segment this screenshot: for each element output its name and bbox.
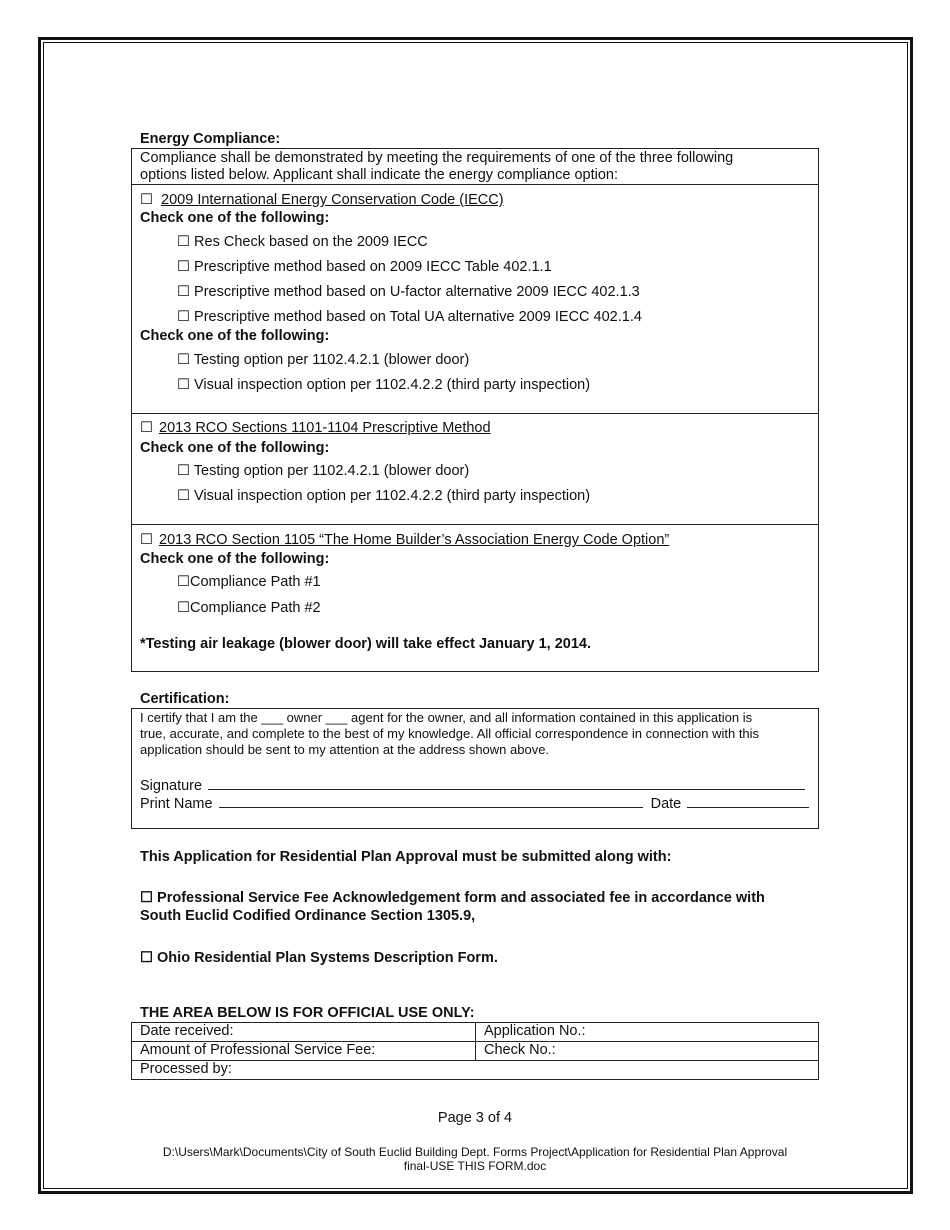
- energy-intro-line1: Compliance shall be demonstrated by meeting the requirements of one of the three following: [140, 150, 734, 166]
- option-compliance-path-2[interactable]: ☐Compliance Path #2: [177, 600, 321, 616]
- check-one-heading: Check one of the following:: [140, 440, 330, 456]
- page-number: Page 3 of 4: [437, 1110, 513, 1126]
- option-prescriptive-ufactor[interactable]: ☐ Prescriptive method based on U-factor alternative 2009 IECC 402.1.3: [177, 284, 640, 300]
- date-received-cell: Date received:: [132, 1023, 476, 1042]
- checkbox-icon[interactable]: ☐: [140, 532, 153, 548]
- option-prescriptive-table[interactable]: ☐ Prescriptive method based on 2009 IECC Table 402.1.1: [177, 259, 552, 275]
- processed-by-cell: Processed by:: [132, 1061, 819, 1080]
- certification-line2: true, accurate, and complete to the best of my knowledge. All official correspondence in connection with this: [140, 726, 760, 741]
- submission-heading: This Application for Residential Plan Approval must be submitted along with:: [140, 849, 672, 865]
- divider: [131, 413, 819, 414]
- signature-row: [140, 776, 805, 794]
- table-row: [132, 1023, 819, 1042]
- option-compliance-path-1[interactable]: ☐Compliance Path #1: [177, 574, 321, 590]
- submission-fee-ack-item[interactable]: ☐ Professional Service Fee Acknowledgement form and associated fee in accordance with: [140, 890, 765, 906]
- print-name-label: Print Name: [140, 796, 213, 812]
- energy-compliance-box: [131, 148, 819, 672]
- option-rco-2013-prescriptive-label: 2013 RCO Sections 1101-1104 Prescriptive Method: [159, 420, 491, 436]
- application-no-cell: Application No.:: [476, 1023, 819, 1042]
- file-path-line1: D:\Users\Mark\Documents\City of South Euclid Building Dept. Forms Project\Application for Residential Plan Approval: [162, 1145, 788, 1159]
- option-testing-blower-door[interactable]: ☐ Testing option per 1102.4.2.1 (blower door): [177, 463, 470, 479]
- check-one-heading: Check one of the following:: [140, 328, 330, 344]
- signature-label: Signature: [140, 778, 203, 794]
- option-testing-blower-door[interactable]: ☐ Testing option per 1102.4.2.1 (blower door): [177, 352, 470, 368]
- table-row: [132, 1042, 819, 1061]
- divider: [131, 184, 819, 185]
- option-iecc-2009[interactable]: [140, 192, 504, 208]
- official-use-title: THE AREA BELOW IS FOR OFFICIAL USE ONLY:: [140, 1005, 475, 1021]
- option-visual-inspection[interactable]: ☐ Visual inspection option per 1102.4.2.2 (third party inspection): [177, 377, 591, 393]
- certification-title: Certification:: [140, 691, 230, 707]
- official-use-table: [131, 1022, 819, 1080]
- print-name-field[interactable]: [219, 794, 643, 808]
- date-field[interactable]: [687, 794, 809, 808]
- option-rco-2013-hba[interactable]: [140, 532, 669, 548]
- certification-line1: I certify that I am the ___ owner ___ agent for the owner, and all information contained in this application is: [140, 710, 753, 725]
- check-one-heading: Check one of the following:: [140, 210, 330, 226]
- submission-fee-ack-item-cont: South Euclid Codified Ordinance Section 1305.9,: [140, 908, 476, 924]
- option-iecc-2009-label: 2009 International Energy Conservation Code (IECC): [161, 192, 504, 208]
- option-visual-inspection[interactable]: ☐ Visual inspection option per 1102.4.2.2 (third party inspection): [177, 488, 591, 504]
- fee-amount-cell: Amount of Professional Service Fee:: [132, 1042, 476, 1061]
- energy-compliance-title: Energy Compliance:: [140, 131, 281, 147]
- divider: [131, 524, 819, 525]
- blower-door-note: *Testing air leakage (blower door) will take effect January 1, 2014.: [140, 636, 592, 652]
- file-path-line2: final-USE THIS FORM.doc: [403, 1159, 547, 1173]
- signature-field[interactable]: [208, 776, 805, 790]
- certification-line3: application should be sent to my attention at the address shown above.: [140, 742, 550, 757]
- option-rco-2013-prescriptive[interactable]: [140, 420, 491, 436]
- check-no-cell: Check No.:: [476, 1042, 819, 1061]
- checkbox-icon[interactable]: ☐: [140, 192, 153, 208]
- option-rco-2013-hba-label: 2013 RCO Section 1105 “The Home Builder’s Association Energy Code Option”: [159, 532, 670, 548]
- option-res-check[interactable]: ☐ Res Check based on the 2009 IECC: [177, 234, 428, 250]
- date-label: Date: [650, 796, 682, 812]
- energy-intro-line2: options listed below. Applicant shall indicate the energy compliance option:: [140, 167, 618, 183]
- checkbox-icon[interactable]: ☐: [140, 420, 153, 436]
- table-row: [132, 1061, 819, 1080]
- submission-systems-form-item[interactable]: ☐ Ohio Residential Plan Systems Description Form.: [140, 950, 498, 966]
- option-prescriptive-total-ua[interactable]: ☐ Prescriptive method based on Total UA alternative 2009 IECC 402.1.4: [177, 309, 642, 325]
- check-one-heading: Check one of the following:: [140, 551, 330, 567]
- print-name-row: [140, 794, 809, 812]
